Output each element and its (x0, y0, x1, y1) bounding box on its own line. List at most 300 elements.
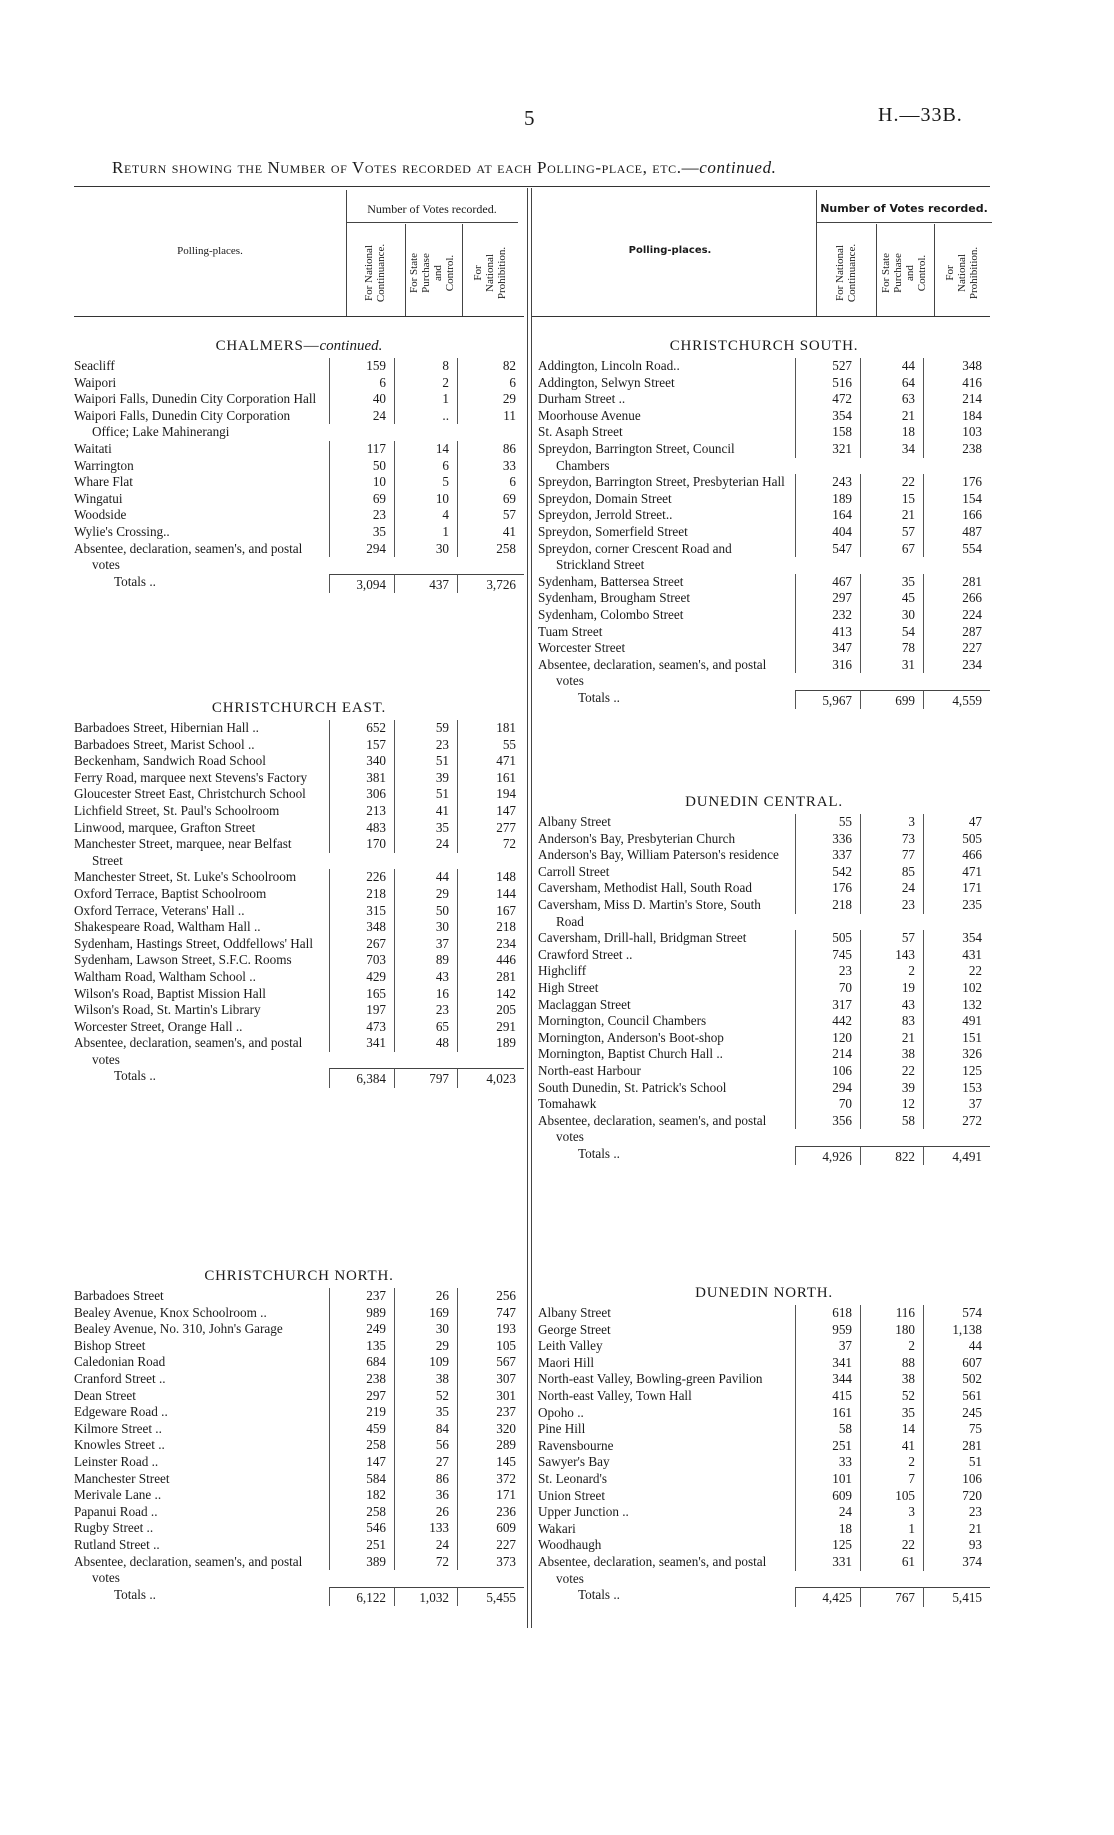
vote-count-c2: 105 (895, 1487, 915, 1503)
total-c2: 822 (861, 1146, 923, 1166)
vote-count-c3: 224 (923, 607, 990, 624)
polling-place-name: Caversham, Miss D. Martin's Store, South Road (538, 896, 761, 929)
table-row (538, 1355, 990, 1372)
vote-count-c1: 147 (329, 1454, 395, 1471)
table-row (74, 1437, 524, 1454)
vote-count-c3: 171 (923, 880, 990, 897)
vote-count-c1: 516 (795, 375, 861, 392)
polling-place-name: Crawford Street .. (538, 946, 633, 962)
table-row (538, 1305, 990, 1322)
top-rule (74, 186, 990, 187)
vote-count-c2: 77 (901, 847, 915, 863)
vote-count-c3: 51 (923, 1454, 990, 1471)
vote-count-c3: 326 (923, 1046, 990, 1063)
vote-count-c3: 301 (457, 1388, 524, 1405)
table-row (74, 1471, 524, 1488)
vote-count-c1: 584 (329, 1471, 395, 1488)
polling-place-name: Worcester Street (538, 640, 626, 656)
polling-place-name: Absentee, declaration, seamen's, and postal votes (74, 1035, 303, 1067)
vote-count-c3: 132 (923, 997, 990, 1014)
vote-count-c2: 27 (435, 1453, 449, 1469)
right-polling-places-label: Polling-places. (628, 245, 712, 256)
vote-count-c2: 26 (435, 1288, 449, 1303)
vote-count-c3: 148 (457, 869, 524, 886)
vote-count-c1: 294 (329, 541, 395, 558)
polling-place-name: Wilson's Road, Baptist Mission Hall (74, 985, 266, 1001)
vote-count-c1: 547 (795, 541, 861, 558)
table-row (538, 897, 990, 930)
section-title-text: DUNEDIN CENTRAL. (685, 794, 843, 810)
table-row (538, 847, 990, 864)
vote-count-c1: 267 (329, 936, 395, 953)
vote-count-c1: 381 (329, 770, 395, 787)
polling-place-name: Whare Flat (74, 474, 133, 490)
polling-place-name: Waltham Road, Waltham School .. (74, 968, 256, 984)
section-title (538, 1285, 990, 1305)
table-row (74, 986, 524, 1003)
vote-count-c2: 64 (901, 374, 915, 390)
vote-count-c2: 57 (901, 930, 915, 946)
total-c3: 3,726 (457, 574, 524, 594)
table-row (538, 1322, 990, 1339)
vote-count-c2: 5 (442, 474, 449, 490)
vote-count-c2: 180 (895, 1321, 915, 1337)
vote-count-c3: 154 (923, 491, 990, 508)
vote-count-c1: 37 (795, 1338, 861, 1355)
table-row (538, 358, 990, 375)
vote-count-c2: 10 (435, 490, 449, 506)
polling-place-name: Addington, Selwyn Street (538, 374, 675, 390)
right-header-vline-1 (816, 190, 817, 316)
table-row (74, 1338, 524, 1355)
section-title (74, 700, 524, 720)
vote-count-c1: 10 (329, 474, 395, 491)
vote-count-c1: 258 (329, 1437, 395, 1454)
vote-count-c3: 37 (923, 1096, 990, 1113)
vote-count-c3: 93 (923, 1537, 990, 1554)
vote-count-c2: 116 (895, 1305, 915, 1320)
vote-count-c2: 41 (435, 802, 449, 818)
polling-place-name: Beckenham, Sandwich Road School (74, 753, 266, 769)
table-row (74, 375, 524, 392)
vote-count-c3: 181 (457, 720, 524, 737)
vote-count-c1: 306 (329, 786, 395, 803)
vote-count-c1: 197 (329, 1002, 395, 1019)
vote-count-c3: 291 (457, 1019, 524, 1036)
vote-count-c1: 505 (795, 930, 861, 947)
vote-count-c3: 103 (923, 424, 990, 441)
polling-place-name: Tomahawk (538, 1096, 597, 1112)
total-c2: 767 (861, 1587, 923, 1607)
table-row (74, 524, 524, 541)
vote-count-c1: 70 (795, 980, 861, 997)
table-row (538, 424, 990, 441)
polling-place-name: Woodhaugh (538, 1537, 602, 1553)
table-row (538, 1388, 990, 1405)
table-row (74, 820, 524, 837)
vote-count-c3: 6 (457, 474, 524, 491)
vote-count-c1: 213 (329, 803, 395, 820)
vote-count-c1: 473 (329, 1019, 395, 1036)
vote-count-c3: 487 (923, 524, 990, 541)
vote-count-c3: 238 (923, 441, 990, 458)
totals-row (538, 690, 990, 710)
vote-count-c3: 281 (457, 969, 524, 986)
polling-place-name: Manchester Street, St. Luke's Schoolroom (74, 869, 297, 885)
table-row (538, 657, 990, 690)
total-c3: 4,559 (923, 690, 990, 710)
left-votes-rule (346, 222, 518, 223)
table-row (538, 1454, 990, 1471)
vote-count-c2: 1 (442, 391, 449, 407)
vote-count-c1: 652 (329, 720, 395, 737)
table-row (74, 491, 524, 508)
table-row (538, 1030, 990, 1047)
left-col3-header (468, 232, 512, 314)
vote-count-c2: 63 (901, 391, 915, 407)
vote-count-c2: 2 (908, 1338, 915, 1354)
total-c1: 5,967 (795, 690, 861, 710)
vote-count-c3: 41 (457, 524, 524, 541)
vote-count-c1: 159 (329, 358, 395, 375)
table-row (538, 1504, 990, 1521)
polling-place-name: Pine Hill (538, 1421, 586, 1437)
vote-count-c2: 86 (435, 1470, 449, 1486)
right-col3-header (940, 232, 984, 314)
polling-place-name: Papanui Road .. (74, 1503, 158, 1519)
vote-count-c3: 554 (923, 541, 990, 558)
table-row (538, 980, 990, 997)
vote-count-c2: 43 (901, 996, 915, 1012)
polling-place-name: Carroll Street (538, 863, 610, 879)
vote-count-c3: 307 (457, 1371, 524, 1388)
vote-count-c1: 251 (329, 1537, 395, 1554)
table-row (538, 524, 990, 541)
section-christchurch-south (538, 338, 990, 709)
vote-count-c1: 23 (329, 507, 395, 524)
polling-place-name: Sydenham, Brougham Street (538, 590, 690, 606)
polling-place-name: Maclaggan Street (538, 996, 631, 1012)
table-row (74, 1404, 524, 1421)
vote-count-c3: 574 (923, 1305, 990, 1322)
vote-count-c1: 347 (795, 640, 861, 657)
polling-place-name: Barbadoes Street, Marist School .. (74, 736, 255, 752)
vote-count-c2: 169 (429, 1304, 449, 1320)
vote-count-c2: 85 (901, 863, 915, 879)
vote-count-c2: 45 (901, 590, 915, 606)
table-row (74, 1321, 524, 1338)
polling-place-name: North-east Valley, Town Hall (538, 1387, 692, 1403)
table-row (538, 1554, 990, 1587)
vote-count-c2: 22 (901, 1537, 915, 1553)
vote-count-c1: 745 (795, 947, 861, 964)
table-row (74, 737, 524, 754)
polling-place-name: Ferry Road, marquee next Stevens's Factory (74, 769, 308, 785)
vote-count-c3: 466 (923, 847, 990, 864)
vote-count-c2: 65 (435, 1018, 449, 1034)
table-row (538, 814, 990, 831)
polling-place-name: North-east Harbour (538, 1062, 641, 1078)
vote-count-c3: 236 (457, 1504, 524, 1521)
vote-count-c2: 72 (435, 1553, 449, 1569)
table-row (74, 474, 524, 491)
vote-count-c2: 38 (901, 1046, 915, 1062)
polling-place-name: Mornington, Anderson's Boot-shop (538, 1029, 724, 1045)
table-row (538, 391, 990, 408)
vote-count-c2: 16 (435, 985, 449, 1001)
vote-count-c1: 117 (329, 441, 395, 458)
table-row (74, 1454, 524, 1471)
vote-count-c1: 258 (329, 1504, 395, 1521)
vote-count-c1: 483 (329, 820, 395, 837)
vote-count-c3: 234 (457, 936, 524, 953)
vote-count-c3: 607 (923, 1355, 990, 1372)
section-christchurch-north (74, 1268, 524, 1606)
polling-place-name: Rutland Street .. (74, 1536, 160, 1552)
vote-count-c2: 51 (435, 786, 449, 802)
polling-place-name: Spreydon, Barrington Street, Council Chambers (538, 440, 735, 473)
vote-count-c3: 227 (923, 640, 990, 657)
total-c1: 6,122 (329, 1587, 395, 1607)
vote-count-c2: 57 (901, 523, 915, 539)
vote-count-c3: 142 (457, 986, 524, 1003)
polling-place-name: Wakari (538, 1520, 576, 1536)
vote-count-c1: 684 (329, 1354, 395, 1371)
vote-count-c1: 243 (795, 474, 861, 491)
vote-count-c1: 340 (329, 753, 395, 770)
vote-count-c3: 354 (923, 930, 990, 947)
table-row (538, 640, 990, 657)
table-row (74, 507, 524, 524)
vote-count-c2: 36 (435, 1487, 449, 1503)
section-title-text: CHRISTCHURCH EAST. (211, 700, 387, 716)
polling-place-name: Mornington, Council Chambers (538, 1013, 707, 1029)
vote-count-c3: 561 (923, 1388, 990, 1405)
right-header-vline-3 (934, 224, 935, 316)
total-c3: 5,415 (923, 1587, 990, 1607)
vote-count-c3: 502 (923, 1371, 990, 1388)
table-row (538, 541, 990, 574)
totals-row (538, 1587, 990, 1607)
vote-count-c3: 69 (457, 491, 524, 508)
vote-count-c3: 234 (923, 657, 990, 674)
table-row (538, 375, 990, 392)
polling-place-name: Absentee, declaration, seamen's, and postal votes (74, 540, 303, 573)
vote-count-c1: 467 (795, 574, 861, 591)
right-col2-header (882, 232, 926, 314)
table-row (538, 1371, 990, 1388)
vote-count-c1: 341 (795, 1355, 861, 1372)
polling-place-name: Woodside (74, 507, 127, 523)
vote-count-c1: 251 (795, 1438, 861, 1455)
polling-place-name: Upper Junction .. (538, 1504, 629, 1520)
left-col1-header-text: For National Continuance. (363, 243, 387, 303)
vote-count-c2: 35 (435, 819, 449, 835)
vote-count-c1: 55 (795, 814, 861, 831)
left-col2-header (410, 232, 454, 314)
section-title-text: CHRISTCHURCH NORTH. (204, 1268, 394, 1284)
vote-count-c1: 158 (795, 424, 861, 441)
total-c1: 4,926 (795, 1146, 861, 1166)
vote-count-c1: 459 (329, 1421, 395, 1438)
vote-count-c3: 151 (923, 1030, 990, 1047)
table-row (538, 1063, 990, 1080)
polling-place-name: Waitati (74, 440, 112, 456)
totals-label: Totals .. (578, 1587, 620, 1603)
table-row (74, 358, 524, 375)
vote-count-c1: 442 (795, 1013, 861, 1030)
vote-count-c2: 7 (908, 1470, 915, 1486)
vote-count-c2: 78 (901, 640, 915, 656)
section-dunedin-central (538, 794, 990, 1165)
table-row (538, 1405, 990, 1422)
polling-place-name: Sydenham, Colombo Street (538, 606, 684, 622)
vote-count-c1: 542 (795, 864, 861, 881)
polling-place-name: Spreydon, Domain Street (538, 490, 672, 506)
vote-count-c3: 57 (457, 507, 524, 524)
vote-count-c3: 431 (923, 947, 990, 964)
table-row (74, 1002, 524, 1019)
table-row (74, 1487, 524, 1504)
vote-count-c3: 256 (457, 1288, 524, 1305)
vote-count-c1: 321 (795, 441, 861, 458)
left-header-vline-2 (405, 224, 406, 316)
table-row (74, 458, 524, 475)
vote-count-c3: 372 (457, 1471, 524, 1488)
table-row (538, 574, 990, 591)
table-row (74, 1019, 524, 1036)
vote-count-c2: 1 (442, 523, 449, 539)
vote-count-c3: 1,138 (923, 1322, 990, 1339)
right-col1-header (824, 232, 868, 314)
vote-count-c2: 2 (442, 374, 449, 390)
vote-count-c2: 19 (901, 979, 915, 995)
vote-count-c2: 48 (435, 1035, 449, 1051)
vote-count-c2: 39 (901, 1079, 915, 1095)
table-row (74, 770, 524, 787)
polling-place-name: St. Asaph Street (538, 424, 623, 440)
polling-place-name: Spreydon, corner Crescent Road and Strickland Street (538, 540, 732, 573)
table-row (538, 474, 990, 491)
totals-label: Totals .. (578, 1145, 620, 1161)
vote-count-c1: 317 (795, 997, 861, 1014)
vote-count-c3: 277 (457, 820, 524, 837)
vote-count-c1: 415 (795, 1388, 861, 1405)
polling-place-name: Union Street (538, 1487, 606, 1503)
right-votes-rule (816, 222, 992, 223)
vote-count-c2: 6 (442, 457, 449, 473)
vote-count-c2: 29 (435, 885, 449, 901)
vote-count-c1: 341 (329, 1035, 395, 1052)
vote-count-c2: 109 (429, 1354, 449, 1370)
vote-count-c2: 23 (435, 736, 449, 752)
table-row (74, 1554, 524, 1587)
table-row (538, 1080, 990, 1097)
polling-place-name: Absentee, declaration, seamen's, and postal votes (538, 656, 767, 689)
vote-count-c1: 23 (795, 963, 861, 980)
table-row (74, 952, 524, 969)
table-row (74, 408, 524, 441)
vote-count-c2: 14 (435, 440, 449, 456)
vote-count-c3: 82 (457, 358, 524, 375)
vote-count-c2: 88 (901, 1354, 915, 1370)
vote-count-c3: 214 (923, 391, 990, 408)
table-row (538, 997, 990, 1014)
vote-count-c1: 18 (795, 1521, 861, 1538)
polling-place-name: Spreydon, Barrington Street, Presbyterian Hall (538, 474, 785, 490)
table-row (538, 408, 990, 425)
vote-count-c1: 218 (329, 886, 395, 903)
totals-row (74, 1068, 524, 1088)
vote-count-c1: 218 (795, 897, 861, 914)
right-col1-header-text: For National Continuance. (834, 243, 858, 303)
section-title (538, 794, 990, 814)
document-code: H.—33B. (878, 104, 963, 126)
table-row (74, 869, 524, 886)
table-row (74, 1288, 524, 1305)
polling-place-name: Anderson's Bay, William Paterson's residence (538, 847, 779, 863)
vote-count-c1: 609 (795, 1488, 861, 1505)
vote-count-c1: 40 (329, 391, 395, 408)
polling-place-name: Absentee, declaration, seamen's, and postal votes (74, 1553, 303, 1586)
vote-count-c2: 30 (435, 1321, 449, 1337)
vote-count-c3: 153 (923, 1080, 990, 1097)
total-c2: 437 (395, 574, 457, 594)
vote-count-c1: 527 (795, 358, 861, 375)
polling-place-name: Ravensbourne (538, 1437, 614, 1453)
title-text: Return showing the Number of Votes recorded at each Polling-place, etc.— (112, 158, 700, 177)
table-row (538, 1013, 990, 1030)
vote-count-c1: 237 (329, 1288, 395, 1305)
polling-place-name: Moorhouse Avenue (538, 407, 641, 423)
vote-count-c3: 471 (457, 753, 524, 770)
section-title-text: CHRISTCHURCH SOUTH. (669, 338, 859, 354)
vote-count-c2: 52 (901, 1387, 915, 1403)
vote-count-c3: 144 (457, 886, 524, 903)
vote-count-c3: 348 (923, 358, 990, 375)
vote-count-c2: 39 (435, 769, 449, 785)
total-c1: 6,384 (329, 1068, 395, 1088)
table-row (74, 720, 524, 737)
table-row (538, 1096, 990, 1113)
polling-place-name: Oxford Terrace, Veterans' Hall .. (74, 902, 245, 918)
section-title (74, 1268, 524, 1288)
right-header-vline-2 (876, 224, 877, 316)
vote-count-c2: 15 (901, 490, 915, 506)
vote-count-c2: 3 (908, 1504, 915, 1520)
table-row (74, 903, 524, 920)
vote-count-c2: 50 (435, 902, 449, 918)
vote-count-c3: 47 (923, 814, 990, 831)
vote-count-c2: 56 (435, 1437, 449, 1453)
polling-place-name: Sawyer's Bay (538, 1454, 610, 1470)
vote-count-c3: 33 (457, 458, 524, 475)
vote-count-c3: 289 (457, 1437, 524, 1454)
polling-place-name: Edgeware Road .. (74, 1404, 168, 1420)
vote-count-c1: 546 (329, 1520, 395, 1537)
polling-place-name: Wingatui (74, 490, 123, 506)
vote-count-c1: 125 (795, 1537, 861, 1554)
table-row (74, 441, 524, 458)
table-row (74, 391, 524, 408)
vote-count-c2: 30 (901, 606, 915, 622)
vote-count-c1: 165 (329, 986, 395, 1003)
vote-count-c2: 2 (908, 963, 915, 979)
vote-count-c1: 344 (795, 1371, 861, 1388)
vote-count-c3: 218 (457, 919, 524, 936)
polling-place-name: Highcliff (538, 963, 587, 979)
polling-place-name: Leith Valley (538, 1338, 603, 1354)
